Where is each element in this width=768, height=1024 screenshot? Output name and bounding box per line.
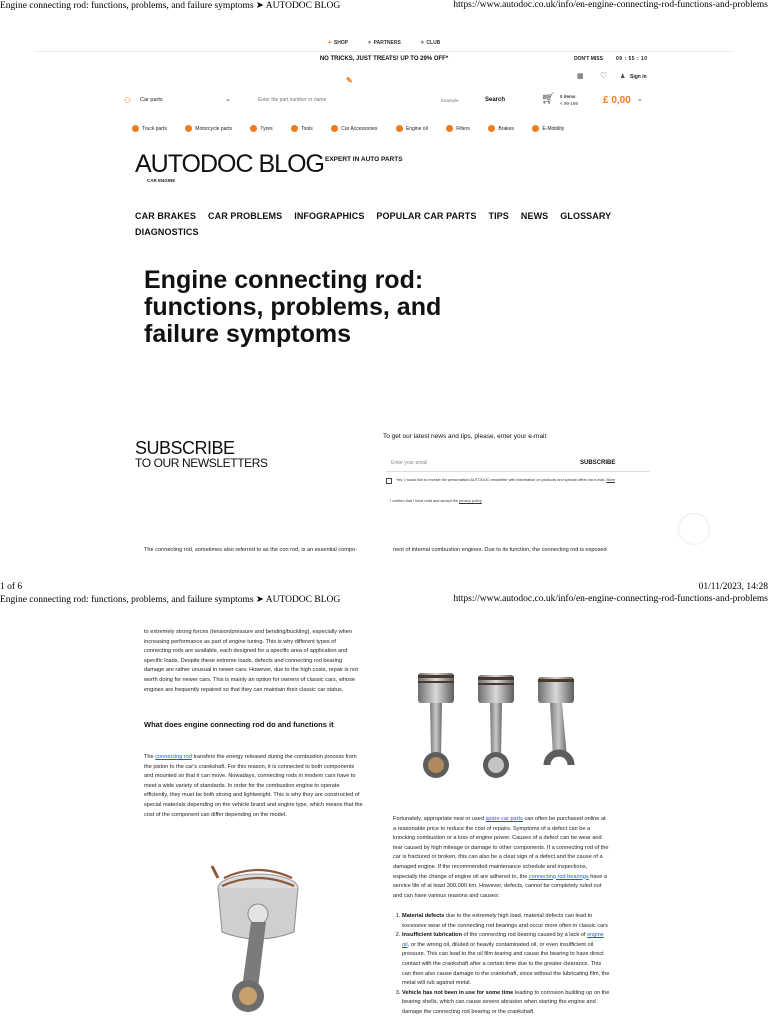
piston-cutaway-image <box>196 848 316 1016</box>
dont-miss-label: DON'T MISS <box>574 56 603 62</box>
intro-right: nent of internal combustion engines. Due to its function, the connecting rod is exposed <box>393 547 607 553</box>
print-header-url: https://www.autodoc.co.uk/info/en-engine-connecting-rod-functions-and-problems <box>453 0 768 10</box>
list-item: 3. Vehicle has not been in use for some time leading to corrosion building up on the bearing shells, which can cause severe abrasion when starting the engine and damage the connecting rod bearing or the crankshaft. <box>402 989 611 1018</box>
top-nav <box>0 40 768 46</box>
privacy-text: I confirm that I have read and accept the privacy policy <box>390 499 482 503</box>
consent-more-link[interactable]: More <box>606 478 616 482</box>
search-button[interactable]: Search <box>485 97 506 103</box>
nav-shop[interactable]: ✦ SHOP <box>327 40 349 46</box>
category-select[interactable]: Car parts <box>140 97 163 103</box>
garage-icon[interactable]: ▦ <box>577 73 584 80</box>
truck-icon <box>132 125 139 132</box>
newsletter-prompt: To get our latest news and tips, please, enter your e-mail: <box>383 433 548 440</box>
search-input[interactable]: Enter the part number or name <box>258 97 327 103</box>
promo-banner[interactable]: NO TRICKS, JUST TREATS! UP TO 29% OFF* <box>319 56 449 62</box>
menu-diagnostics[interactable]: DIAGNOSTICS <box>135 227 199 237</box>
list-item: 1. Material defects due to the extremely high load, material defects can lead to excessive wear of the connecting rod bearings and occur more often in classic cars <box>402 912 611 931</box>
email-input[interactable]: Enter your email <box>391 460 428 466</box>
cat-motorcycle-parts[interactable]: Motorcycle parts <box>185 125 232 132</box>
autodoc-logo-icon[interactable]: ✎ <box>346 76 353 85</box>
cart-sub: < 99-199 <box>560 101 578 106</box>
sign-in-link[interactable]: Sign in <box>630 74 647 80</box>
wishlist-heart-icon[interactable]: ♡ <box>600 71 608 80</box>
failure-list-wrap <box>393 912 611 1024</box>
cart-icon[interactable]: 🛒︎ <box>541 93 555 105</box>
blog-tagline: EXPERT IN AUTO PARTS <box>325 156 403 163</box>
cat-truck-parts[interactable]: Truck parts <box>132 125 167 132</box>
section-label[interactable]: CAR ENGINE <box>147 178 176 183</box>
list-item: 2. Insufficient lubrication of the connecting rod bearing caused by a lack of engine oil, or the wrong oil, diluted or heavily contaminated oil, or even insufficient oil pressure. This can lead to the oil film tearing and cause the bearing to have direct contact with the crankshaft after a certain time due to the greater clearance. This can then also cause damage to the crankshaft, since without the lubricating film, the metal will rub against metal. <box>402 931 611 989</box>
menu-tips[interactable]: TIPS <box>488 211 509 221</box>
privacy-policy-link[interactable]: privacy policy <box>459 499 482 503</box>
pistons-image <box>392 625 614 785</box>
cat-car-accessories[interactable]: Car Accessories <box>331 125 377 132</box>
nav-partners[interactable]: ✧ PARTNERS <box>367 40 401 46</box>
piston-2 <box>478 675 514 778</box>
consent-checkbox[interactable] <box>386 478 392 484</box>
main-menu-row2 <box>135 222 211 240</box>
cat-tyres[interactable]: Tyres <box>250 125 272 132</box>
piston-1 <box>418 673 454 778</box>
failure-list <box>393 912 611 1018</box>
filter-icon <box>446 125 453 132</box>
e-mobility-icon <box>532 125 539 132</box>
blog-logo[interactable]: AUTODOC BLOG <box>135 150 324 178</box>
print-footer-date: 01/11/2023, 14:28 <box>698 582 768 592</box>
cart-chevron-icon[interactable]: ⌄ <box>637 96 643 103</box>
piston-3 <box>538 677 574 765</box>
paragraph-causes: Fortunately, appropriate new or used spare car parts can often be purchased online at a reasonable price to reduce the cost of repairs. Symptoms of a defect can be a knocking combustion or a loss of engine power. Causes of a defect can be wear and tear caused by high mileage or damage to other components. If a connecting rod of the car is fractured or broken, this can also be a clear sign of a defect and the cause of a damaged engine. If the recommended maintenance schedule and inspections, especially the change of engine oil are adhered to, the connecting rod bearings have a service life of at least 300,000 km. However, defects, cannot be completely ruled out and can have various reasons and causes: <box>393 816 609 899</box>
connecting-rod-bearings-link[interactable]: connecting rod bearings <box>528 873 589 880</box>
cat-engine-oil[interactable]: Engine oil <box>396 125 428 132</box>
brake-icon <box>488 125 495 132</box>
print-header-url-2: https://www.autodoc.co.uk/info/en-engine-connecting-rod-functions-and-problems <box>453 594 768 604</box>
cat-brakes[interactable]: Brakes <box>488 125 514 132</box>
engine-oil-link[interactable]: engine oil <box>402 932 604 948</box>
cat-e-mobility[interactable]: E-Mobility <box>532 125 564 132</box>
countdown-timer: 09 : 55 : 10 <box>616 56 648 62</box>
menu-popular-car-parts[interactable]: POPULAR CAR PARTS <box>376 211 477 221</box>
menu-glossary[interactable]: GLOSSARY <box>560 211 612 221</box>
chevron-down-icon[interactable]: ⌄ <box>225 96 231 103</box>
cat-filters[interactable]: Filters <box>446 125 470 132</box>
newsletter-title: SUBSCRIBE <box>135 438 235 458</box>
print-header-title: Engine connecting rod: functions, problems, and failure symptoms ➤ AUTODOC BLOG <box>0 1 341 11</box>
menu-car-problems[interactable]: CAR PROBLEMS <box>208 211 283 221</box>
category-bar <box>132 119 578 137</box>
spare-car-parts-link[interactable]: spare car parts <box>485 816 523 822</box>
print-header-title-2: Engine connecting rod: functions, problems, and failure symptoms ➤ AUTODOC BLOG <box>0 595 341 605</box>
email-underline <box>386 471 650 472</box>
print-footer-page: 1 of 6 <box>0 582 23 592</box>
article-title: Engine connecting rod: functions, problems, and failure symptoms <box>144 266 442 348</box>
consent-text: Yes, I would like to receive the personalised AUTODOC newsletter with information on products and special offers via e-mail. More <box>396 478 616 482</box>
accessories-icon <box>331 125 338 132</box>
tools-icon <box>291 125 298 132</box>
oil-icon <box>396 125 403 132</box>
divider <box>36 51 732 52</box>
subscribe-button[interactable]: SUBSCRIBE <box>580 460 616 466</box>
menu-infographics[interactable]: INFOGRAPHICS <box>294 211 365 221</box>
newsletter-subtitle: TO OUR NEWSLETTERS <box>135 456 268 470</box>
section-heading: What does engine connecting rod do and functions it <box>144 720 334 729</box>
shop-icon: ✦ <box>327 40 332 46</box>
cart-total[interactable]: £ 0,00 <box>603 95 631 106</box>
motorcycle-icon <box>185 125 192 132</box>
nav-club[interactable]: ✧ CLUB <box>420 40 441 46</box>
intro-left: The connecting rod, sometimes also referred to as the con rod, is an essential compo- <box>144 547 357 553</box>
cart-items: 0 items <box>560 94 576 99</box>
club-icon: ✧ <box>420 40 425 46</box>
menu-car-brakes[interactable]: CAR BRAKES <box>135 211 197 221</box>
menu-news[interactable]: NEWS <box>520 211 549 221</box>
paragraph-forces: to extremely strong forces (tension/pressure and bending/buckling), especially when increasing performance as part of engine tuning. This is why different types of connecting rods are available, each designed for a specific area of application and specific loads. Despite these extreme loads, defects and connecting rod bearing damage are rather unusual in newer cars. However, due to the high costs, repair is not worth doing for newer cars. This is mainly an option for owners of classic cars, whose engines are frequently repaired so that they can maintain their classic car status. <box>144 629 358 693</box>
cat-tools[interactable]: Tools <box>291 125 313 132</box>
connecting-rod-link[interactable]: connecting rod <box>155 754 192 760</box>
scroll-top-button[interactable] <box>678 513 710 545</box>
piston-cutaway-illustration <box>196 848 316 1016</box>
search-example[interactable]: Example <box>441 98 459 103</box>
pistons-illustration <box>392 625 614 785</box>
tyre-icon <box>250 125 257 132</box>
car-icon: ⚇ <box>124 96 132 105</box>
partners-icon: ✧ <box>367 40 372 46</box>
paragraph-function: The connecting rod transfers the energy released during the combustion process from the piston to the car's crankshaft. For this reason, it is connected to both components and mounted so that it can move. Nowadays, connecting rods in modern cars have to meet a wide variety of standards. In order for the combustion engine to operate efficiently, they must be both strong and lightweight. This is why they are constructed of special materials depending on the vehicle brand and engine type, which means that the cost of the component can differ depending on the model. <box>144 754 363 818</box>
user-icon: ♟ <box>620 74 626 80</box>
